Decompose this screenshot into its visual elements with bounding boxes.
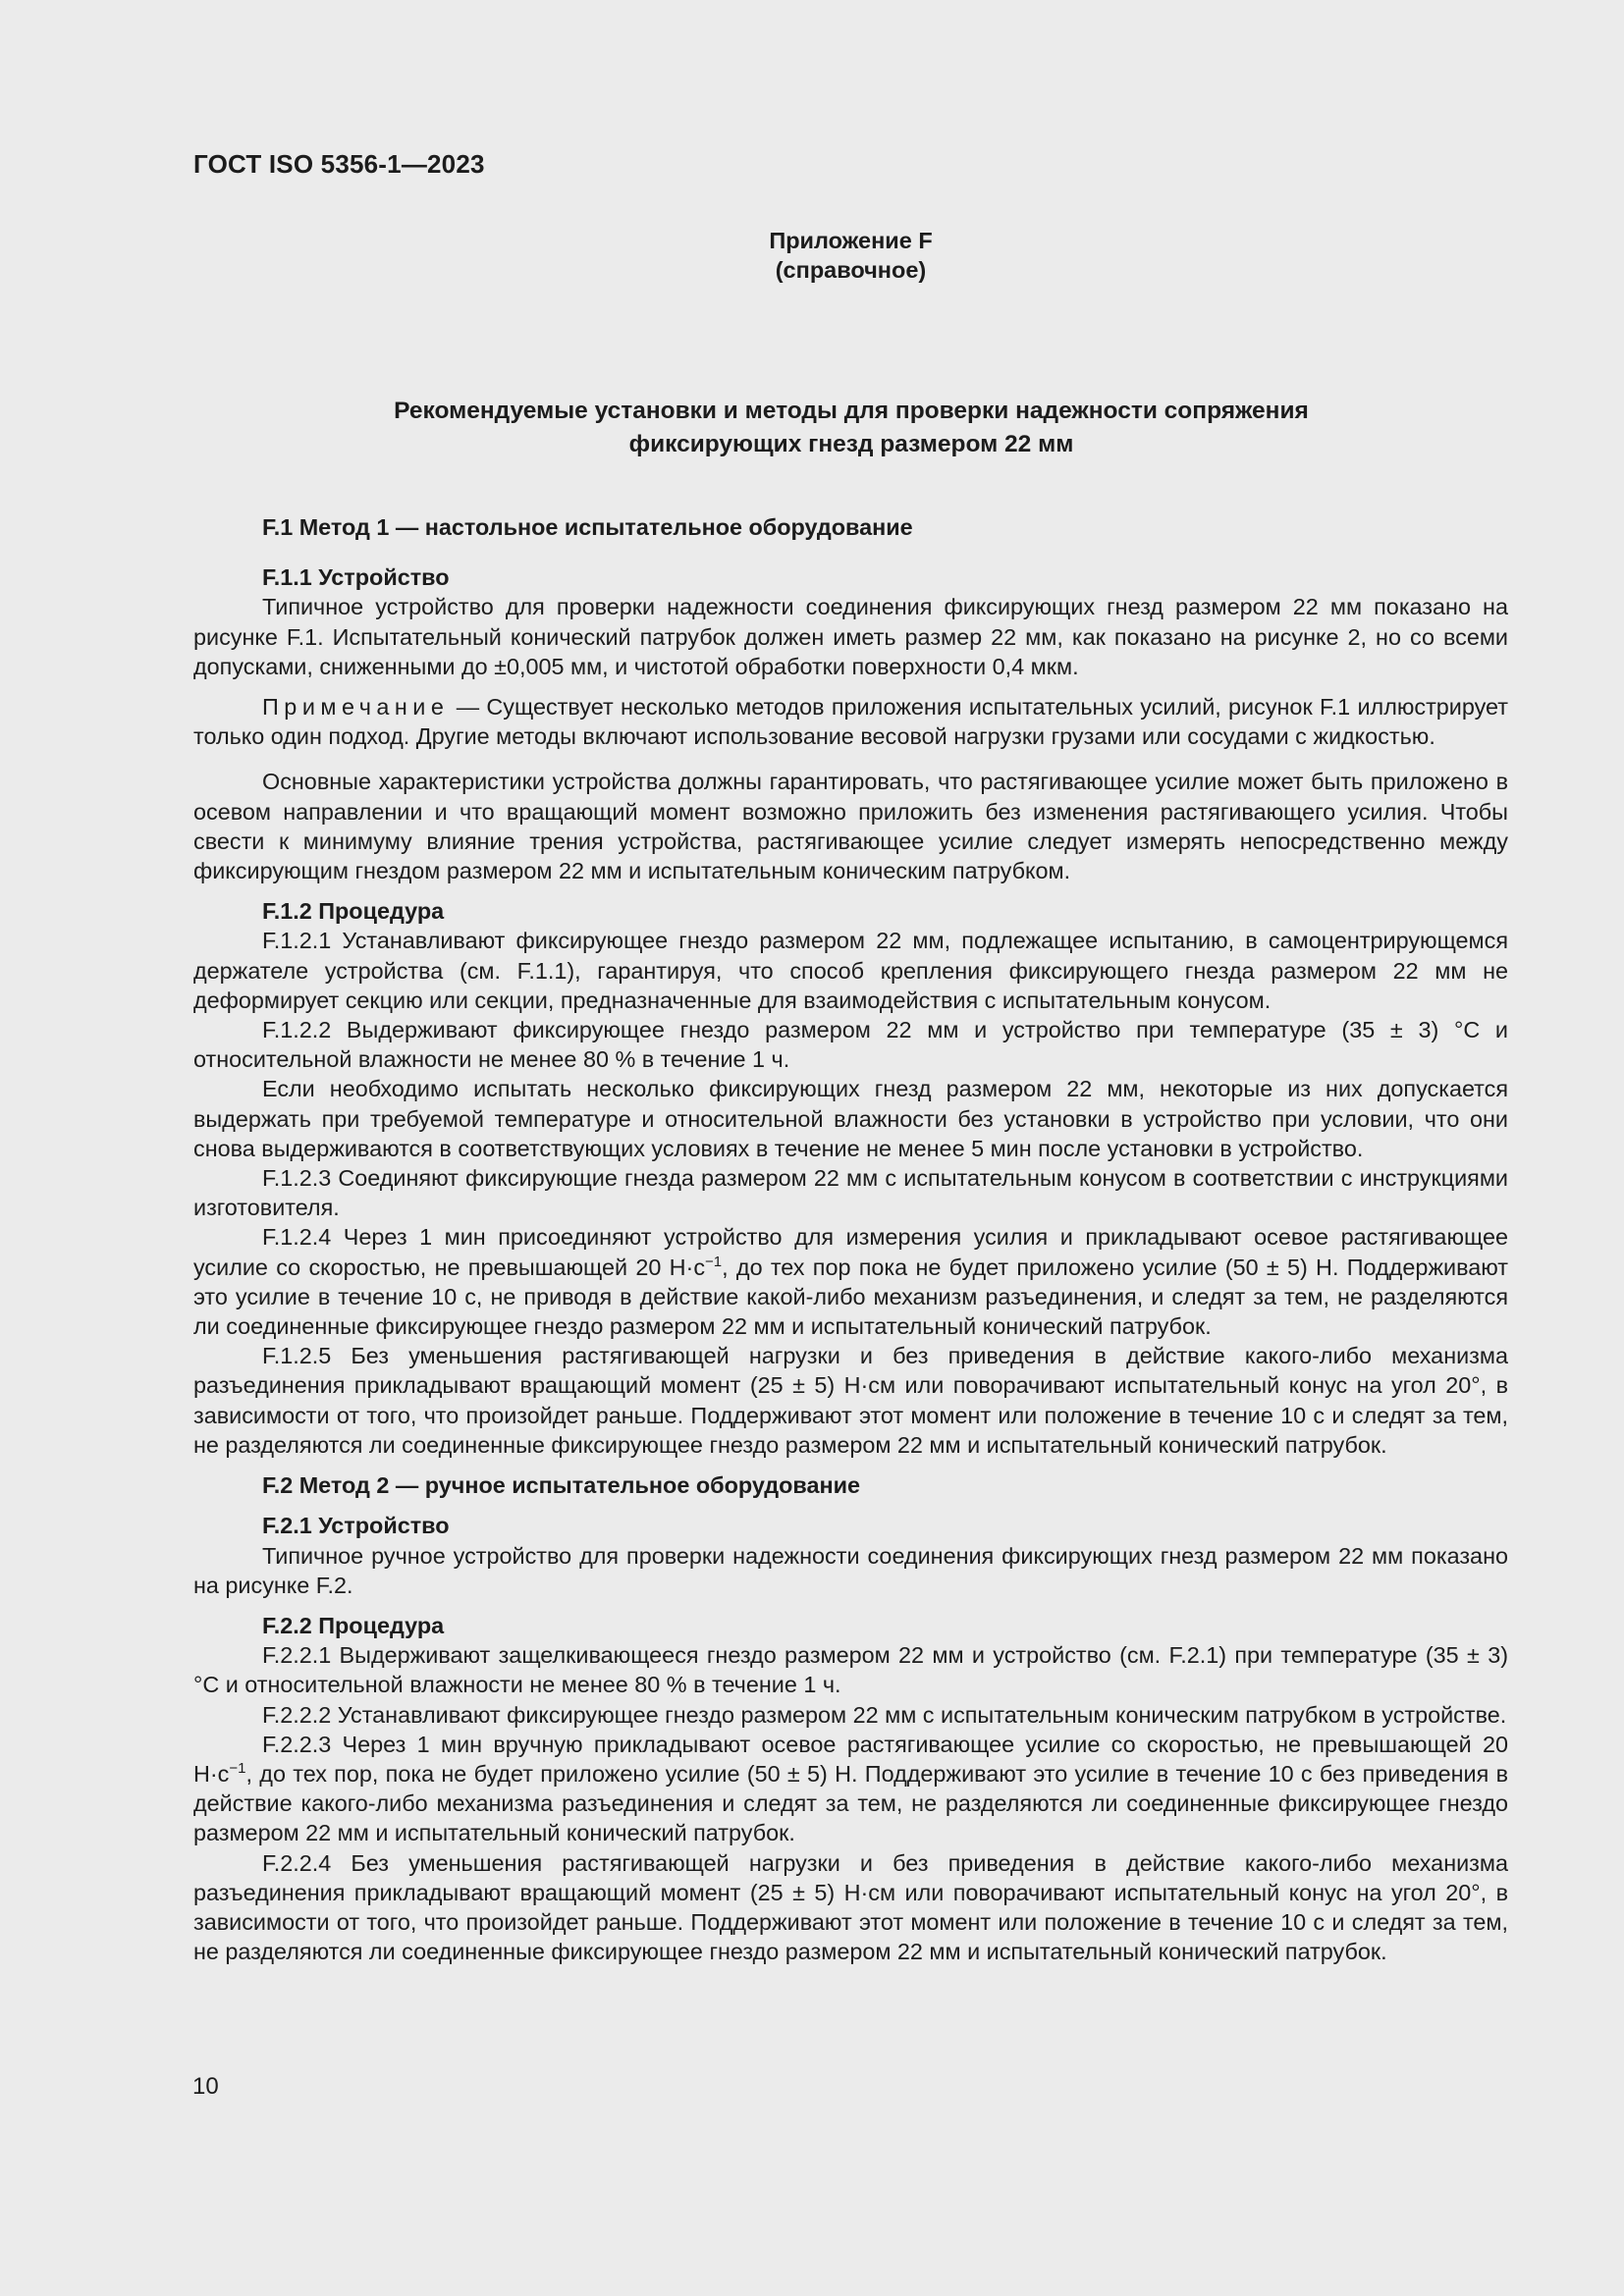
section-heading-f2: F.2 Метод 2 — ручное испытательное оборудование [262,1472,860,1499]
paragraph: F.1.2.1 Устанавливают фиксирующее гнездо размером 22 мм, подлежащее испытанию, в самоцентрирующемся держателе устройства (см. F.1.1), гарантируя, что способ крепления фиксирующего гнезда размером 22 мм не деформирует секцию или секции, предназначенные для взаимодействия с испытательным конусом. [193,928,1508,1013]
document-body [193,512,1508,1966]
paragraph-text: F.1.2.4 Через 1 мин присоединяют устройство для измерения усилия и прикладывают осевое растягивающее усилие со скоростью, не превышающей 20 Н·с [193,1224,1508,1280]
page-number: 10 [192,2073,219,2100]
paragraph: Основные характеристики устройства должны гарантировать, что растягивающее усилие может быть приложено в осевом направлении и что вращающий момент возможно приложить без изменения растягивающего усилия. Чтобы свести к минимуму влияние трения устройства, растягивающее усилие следует измерять непосредственно между фиксирующим гнездом размером 22 мм и испытательным коническим патрубком. [193,769,1508,884]
section-heading-f1: F.1 Метод 1 — настольное испытательное оборудование [262,514,913,540]
paragraph: Если необходимо испытать несколько фиксирующих гнезд размером 22 мм, некоторые из них допускается выдержать при требуемой температуре и относительной влажности без установки в устройство при условии, что они снова выдерживаются в соответствующих условиях в течение не менее 5 мин после установки в устройство. [193,1076,1508,1161]
paragraph: F.1.2.2 Выдерживают фиксирующее гнездо размером 22 мм и устройство при температуре (35 ± 3) °С и относительной влажности не менее 80 % в течение 1 ч. [193,1017,1508,1073]
paragraph-text: , до тех пор, пока не будет приложено усилие (50 ± 5) Н. Поддерживают это усилие в течение 10 с без приведения в действие какого-либо механизма разъединения и следят за тем, не разделяются ли соединенные фиксирующее гнездо размером 22 мм и испытательный конический патрубок. [193,1760,1508,1846]
superscript: −1 [705,1253,723,1270]
paragraph: Типичное ручное устройство для проверки надежности соединения фиксирующих гнезд размером 22 мм показано на рисунке F.2. [193,1542,1508,1598]
paragraph [193,1730,1508,1848]
paragraph-text: , до тех пор пока не будет приложено усилие (50 ± 5) Н. Поддерживают это усилие в течение 10 с, не приводя в действие какой-либо механизм разъединения, и следят за тем, не разделяются ли соединенные фиксирующее гнездо размером 22 мм и испытательный конический патрубок. [193,1254,1508,1340]
paragraph-text: F.2.2.3 Через 1 мин вручную прикладывают осевое растягивающее усилие со скоростью, не превышающей 20 Н·с [193,1731,1508,1787]
paragraph: F.2.2.2 Устанавливают фиксирующее гнездо размером 22 мм с испытательным коническим патрубком в устройстве. [262,1701,1507,1728]
annex-title: Приложение F [769,228,933,253]
paragraph: F.2.2.4 Без уменьшения растягивающей нагрузки и без приведения в действие какого-либо механизма разъединения прикладывают вращающий момент (25 ± 5) Н·см или поворачивают испытательный конус на угол 20°, в зависимости от того, что произойдет раньше. Поддерживают этот момент или положение в течение 10 с и следят за тем, не разделяются ли соединенные фиксирующее гнездо размером 22 мм и испытательный конический патрубок. [193,1849,1508,1965]
paragraph: F.2.2.1 Выдерживают защелкивающееся гнездо размером 22 мм и устройство (см. F.2.1) при температуре (35 ± 3) °С и относительной влажности не менее 80 % в течение 1 ч. [193,1642,1508,1698]
note-text: — Существует несколько методов приложения испытательных усилий, рисунок F.1 иллюстрирует только один подход. Другие методы включают использование весовой нагрузки грузами или сосудами с жидкостью. [193,694,1508,750]
document-code: ГОСТ ISO 5356-1—2023 [193,149,485,179]
note-label: Примечание [262,694,450,721]
paragraph: F.1.2.3 Соединяют фиксирующие гнезда размером 22 мм с испытательным конусом в соответствии с инструкциями изготовителя. [193,1165,1508,1221]
superscript: −1 [229,1759,246,1777]
title-line-1: Рекомендуемые установки и методы для проверки надежности сопряжения [394,398,1309,424]
section-heading-f1-1: F.1.1 Устройство [262,564,450,591]
section-heading-f1-2: F.1.2 Процедура [262,898,445,925]
title-line-2: фиксирующих гнезд размером 22 мм [628,431,1074,457]
paragraph: Типичное устройство для проверки надежности соединения фиксирующих гнезд размером 22 мм показано на рисунке F.1. Испытательный конический патрубок должен иметь размер 22 мм, как показано на рисунке 2, но со всеми допусками, сниженными до ±0,005 мм, и чистотой обработки поверхности 0,4 мкм. [193,594,1508,679]
section-heading-f2-2: F.2.2 Процедура [262,1612,445,1638]
paragraph [193,1222,1508,1341]
section-heading-f2-1: F.2.1 Устройство [262,1513,450,1539]
annex-type: (справочное) [775,257,927,283]
paragraph: F.1.2.5 Без уменьшения растягивающей нагрузки и без приведения в действие какого-либо механизма разъединения прикладывают вращающий момент (25 ± 5) Н·см или поворачивают испытательный конус на угол 20°, в зависимости от того, что произойдет раньше. Поддерживают этот момент или положение в течение 10 с и следят за тем, не разделяются ли соединенные фиксирующее гнездо размером 22 мм и испытательный конический патрубок. [193,1343,1508,1458]
note-paragraph [193,692,1508,751]
document-title [193,395,1509,461]
